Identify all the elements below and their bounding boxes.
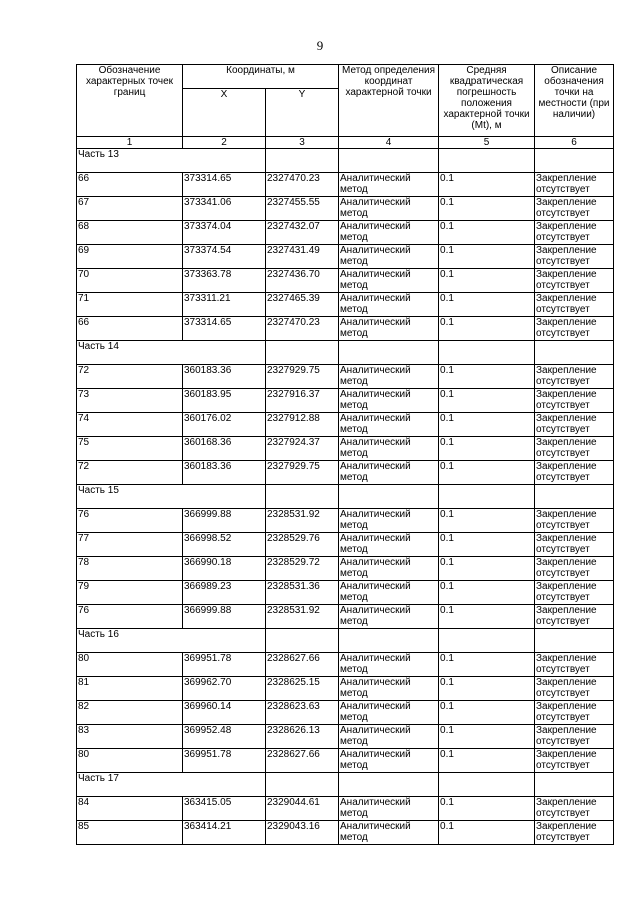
y-coordinate-cell: 2327470.23 bbox=[266, 317, 339, 341]
error-cell: 0.1 bbox=[439, 797, 535, 821]
point-id-cell: 80 bbox=[77, 653, 183, 677]
table-row bbox=[77, 269, 614, 293]
table-row bbox=[77, 413, 614, 437]
description-cell: Закрепление отсутствует bbox=[535, 293, 614, 317]
x-coordinate-cell: 369962.70 bbox=[183, 677, 266, 701]
error-cell: 0.1 bbox=[439, 509, 535, 533]
column-number: 1 bbox=[77, 137, 183, 149]
table-row bbox=[77, 749, 614, 773]
point-id-cell: 78 bbox=[77, 557, 183, 581]
section-header-row bbox=[77, 485, 614, 509]
method-cell: Аналитический метод bbox=[339, 701, 439, 725]
point-id-cell: 69 bbox=[77, 245, 183, 269]
y-coordinate-cell: 2327916.37 bbox=[266, 389, 339, 413]
x-coordinate-cell: 363415.05 bbox=[183, 797, 266, 821]
section-header-row bbox=[77, 629, 614, 653]
header-coordinates: Координаты, м bbox=[183, 65, 339, 89]
y-coordinate-cell: 2328529.72 bbox=[266, 557, 339, 581]
section-title: Часть 14 bbox=[77, 341, 266, 365]
x-coordinate-cell: 369951.78 bbox=[183, 653, 266, 677]
empty-cell bbox=[339, 341, 439, 365]
table-row bbox=[77, 533, 614, 557]
table-row bbox=[77, 461, 614, 485]
description-cell: Закрепление отсутствует bbox=[535, 533, 614, 557]
description-cell: Закрепление отсутствует bbox=[535, 413, 614, 437]
method-cell: Аналитический метод bbox=[339, 509, 439, 533]
method-cell: Аналитический метод bbox=[339, 365, 439, 389]
point-id-cell: 70 bbox=[77, 269, 183, 293]
method-cell: Аналитический метод bbox=[339, 221, 439, 245]
description-cell: Закрепление отсутствует bbox=[535, 821, 614, 845]
empty-cell bbox=[266, 629, 339, 653]
empty-cell bbox=[339, 485, 439, 509]
point-id-cell: 76 bbox=[77, 509, 183, 533]
method-cell: Аналитический метод bbox=[339, 461, 439, 485]
header-description: Описание обозначения точки на местности (при наличии) bbox=[535, 65, 614, 137]
empty-cell bbox=[266, 485, 339, 509]
point-id-cell: 84 bbox=[77, 797, 183, 821]
method-cell: Аналитический метод bbox=[339, 245, 439, 269]
empty-cell bbox=[439, 629, 535, 653]
table-row bbox=[77, 437, 614, 461]
x-coordinate-cell: 369951.78 bbox=[183, 749, 266, 773]
point-id-cell: 73 bbox=[77, 389, 183, 413]
error-cell: 0.1 bbox=[439, 557, 535, 581]
description-cell: Закрепление отсутствует bbox=[535, 749, 614, 773]
table-row bbox=[77, 677, 614, 701]
empty-cell bbox=[535, 341, 614, 365]
section-header-row bbox=[77, 149, 614, 173]
description-cell: Закрепление отсутствует bbox=[535, 269, 614, 293]
x-coordinate-cell: 373374.04 bbox=[183, 221, 266, 245]
y-coordinate-cell: 2327912.88 bbox=[266, 413, 339, 437]
x-coordinate-cell: 373314.65 bbox=[183, 173, 266, 197]
y-coordinate-cell: 2327470.23 bbox=[266, 173, 339, 197]
error-cell: 0.1 bbox=[439, 725, 535, 749]
empty-cell bbox=[339, 149, 439, 173]
section-header-row bbox=[77, 773, 614, 797]
error-cell: 0.1 bbox=[439, 653, 535, 677]
empty-cell bbox=[535, 149, 614, 173]
description-cell: Закрепление отсутствует bbox=[535, 317, 614, 341]
method-cell: Аналитический метод bbox=[339, 317, 439, 341]
section-title: Часть 16 bbox=[77, 629, 266, 653]
table-row bbox=[77, 605, 614, 629]
header-method: Метод определения координат характерной точки bbox=[339, 65, 439, 137]
y-coordinate-cell: 2328531.92 bbox=[266, 605, 339, 629]
point-id-cell: 66 bbox=[77, 317, 183, 341]
x-coordinate-cell: 369960.14 bbox=[183, 701, 266, 725]
method-cell: Аналитический метод bbox=[339, 653, 439, 677]
empty-cell bbox=[266, 149, 339, 173]
method-cell: Аналитический метод bbox=[339, 725, 439, 749]
y-coordinate-cell: 2328531.36 bbox=[266, 581, 339, 605]
x-coordinate-cell: 373341.06 bbox=[183, 197, 266, 221]
table-row bbox=[77, 221, 614, 245]
error-cell: 0.1 bbox=[439, 293, 535, 317]
description-cell: Закрепление отсутствует bbox=[535, 389, 614, 413]
empty-cell bbox=[339, 773, 439, 797]
empty-cell bbox=[439, 773, 535, 797]
error-cell: 0.1 bbox=[439, 389, 535, 413]
method-cell: Аналитический метод bbox=[339, 797, 439, 821]
x-coordinate-cell: 363414.21 bbox=[183, 821, 266, 845]
table-row bbox=[77, 557, 614, 581]
table-row bbox=[77, 797, 614, 821]
error-cell: 0.1 bbox=[439, 677, 535, 701]
point-id-cell: 83 bbox=[77, 725, 183, 749]
point-id-cell: 72 bbox=[77, 461, 183, 485]
point-id-cell: 68 bbox=[77, 221, 183, 245]
point-id-cell: 81 bbox=[77, 677, 183, 701]
error-cell: 0.1 bbox=[439, 197, 535, 221]
y-coordinate-cell: 2328626.13 bbox=[266, 725, 339, 749]
description-cell: Закрепление отсутствует bbox=[535, 557, 614, 581]
y-coordinate-cell: 2327431.49 bbox=[266, 245, 339, 269]
y-coordinate-cell: 2327436.70 bbox=[266, 269, 339, 293]
error-cell: 0.1 bbox=[439, 365, 535, 389]
header-mean-square-error: Средняя квадратическая погрешность положения характерной точки (Mt), м bbox=[439, 65, 535, 137]
point-id-cell: 80 bbox=[77, 749, 183, 773]
description-cell: Закрепление отсутствует bbox=[535, 677, 614, 701]
point-id-cell: 82 bbox=[77, 701, 183, 725]
error-cell: 0.1 bbox=[439, 413, 535, 437]
section-header-row bbox=[77, 341, 614, 365]
column-number: 5 bbox=[439, 137, 535, 149]
error-cell: 0.1 bbox=[439, 269, 535, 293]
error-cell: 0.1 bbox=[439, 221, 535, 245]
y-coordinate-cell: 2329043.16 bbox=[266, 821, 339, 845]
description-cell: Закрепление отсутствует bbox=[535, 701, 614, 725]
x-coordinate-cell: 373314.65 bbox=[183, 317, 266, 341]
y-coordinate-cell: 2328627.66 bbox=[266, 749, 339, 773]
table-row bbox=[77, 293, 614, 317]
method-cell: Аналитический метод bbox=[339, 581, 439, 605]
description-cell: Закрепление отсутствует bbox=[535, 653, 614, 677]
y-coordinate-cell: 2328531.92 bbox=[266, 509, 339, 533]
description-cell: Закрепление отсутствует bbox=[535, 797, 614, 821]
error-cell: 0.1 bbox=[439, 461, 535, 485]
coordinates-table bbox=[76, 64, 614, 845]
empty-cell bbox=[535, 629, 614, 653]
x-coordinate-cell: 366989.23 bbox=[183, 581, 266, 605]
section-title: Часть 17 bbox=[77, 773, 266, 797]
y-coordinate-cell: 2328625.15 bbox=[266, 677, 339, 701]
empty-cell bbox=[439, 341, 535, 365]
method-cell: Аналитический метод bbox=[339, 557, 439, 581]
table-row bbox=[77, 197, 614, 221]
point-id-cell: 67 bbox=[77, 197, 183, 221]
method-cell: Аналитический метод bbox=[339, 437, 439, 461]
table-row bbox=[77, 581, 614, 605]
table-row bbox=[77, 509, 614, 533]
empty-cell bbox=[339, 629, 439, 653]
column-number: 4 bbox=[339, 137, 439, 149]
method-cell: Аналитический метод bbox=[339, 173, 439, 197]
empty-cell bbox=[439, 149, 535, 173]
table-row bbox=[77, 365, 614, 389]
section-title: Часть 13 bbox=[77, 149, 266, 173]
error-cell: 0.1 bbox=[439, 749, 535, 773]
error-cell: 0.1 bbox=[439, 701, 535, 725]
method-cell: Аналитический метод bbox=[339, 269, 439, 293]
description-cell: Закрепление отсутствует bbox=[535, 509, 614, 533]
error-cell: 0.1 bbox=[439, 605, 535, 629]
error-cell: 0.1 bbox=[439, 533, 535, 557]
x-coordinate-cell: 373363.78 bbox=[183, 269, 266, 293]
table-header bbox=[77, 65, 614, 149]
table-row bbox=[77, 701, 614, 725]
empty-cell bbox=[439, 485, 535, 509]
error-cell: 0.1 bbox=[439, 437, 535, 461]
y-coordinate-cell: 2329044.61 bbox=[266, 797, 339, 821]
method-cell: Аналитический метод bbox=[339, 293, 439, 317]
error-cell: 0.1 bbox=[439, 173, 535, 197]
point-id-cell: 74 bbox=[77, 413, 183, 437]
x-coordinate-cell: 360183.36 bbox=[183, 365, 266, 389]
table-body bbox=[77, 149, 614, 845]
header-point-designation: Обозначение характерных точек границ bbox=[77, 65, 183, 137]
y-coordinate-cell: 2327455.55 bbox=[266, 197, 339, 221]
empty-cell bbox=[266, 773, 339, 797]
description-cell: Закрепление отсутствует bbox=[535, 245, 614, 269]
error-cell: 0.1 bbox=[439, 821, 535, 845]
description-cell: Закрепление отсутствует bbox=[535, 581, 614, 605]
x-coordinate-cell: 360183.95 bbox=[183, 389, 266, 413]
point-id-cell: 66 bbox=[77, 173, 183, 197]
table-row bbox=[77, 653, 614, 677]
y-coordinate-cell: 2327924.37 bbox=[266, 437, 339, 461]
description-cell: Закрепление отсутствует bbox=[535, 437, 614, 461]
x-coordinate-cell: 369952.48 bbox=[183, 725, 266, 749]
description-cell: Закрепление отсутствует bbox=[535, 197, 614, 221]
method-cell: Аналитический метод bbox=[339, 197, 439, 221]
table-row bbox=[77, 725, 614, 749]
x-coordinate-cell: 366990.18 bbox=[183, 557, 266, 581]
x-coordinate-cell: 373311.21 bbox=[183, 293, 266, 317]
empty-cell bbox=[535, 485, 614, 509]
table-row bbox=[77, 245, 614, 269]
y-coordinate-cell: 2328627.66 bbox=[266, 653, 339, 677]
point-id-cell: 75 bbox=[77, 437, 183, 461]
y-coordinate-cell: 2327432.07 bbox=[266, 221, 339, 245]
column-number-row bbox=[77, 137, 614, 149]
table-row bbox=[77, 317, 614, 341]
x-coordinate-cell: 360183.36 bbox=[183, 461, 266, 485]
method-cell: Аналитический метод bbox=[339, 749, 439, 773]
error-cell: 0.1 bbox=[439, 317, 535, 341]
point-id-cell: 77 bbox=[77, 533, 183, 557]
x-coordinate-cell: 366999.88 bbox=[183, 605, 266, 629]
x-coordinate-cell: 366998.52 bbox=[183, 533, 266, 557]
section-title: Часть 15 bbox=[77, 485, 266, 509]
description-cell: Закрепление отсутствует bbox=[535, 221, 614, 245]
y-coordinate-cell: 2327465.39 bbox=[266, 293, 339, 317]
table-row bbox=[77, 389, 614, 413]
x-coordinate-cell: 360168.36 bbox=[183, 437, 266, 461]
description-cell: Закрепление отсутствует bbox=[535, 173, 614, 197]
y-coordinate-cell: 2327929.75 bbox=[266, 365, 339, 389]
x-coordinate-cell: 360176.02 bbox=[183, 413, 266, 437]
method-cell: Аналитический метод bbox=[339, 605, 439, 629]
x-coordinate-cell: 373374.54 bbox=[183, 245, 266, 269]
table-row bbox=[77, 173, 614, 197]
table-row bbox=[77, 821, 614, 845]
empty-cell bbox=[535, 773, 614, 797]
point-id-cell: 79 bbox=[77, 581, 183, 605]
description-cell: Закрепление отсутствует bbox=[535, 725, 614, 749]
x-coordinate-cell: 366999.88 bbox=[183, 509, 266, 533]
method-cell: Аналитический метод bbox=[339, 677, 439, 701]
column-number: 6 bbox=[535, 137, 614, 149]
page-number: 9 bbox=[316, 38, 324, 53]
method-cell: Аналитический метод bbox=[339, 821, 439, 845]
y-coordinate-cell: 2328529.76 bbox=[266, 533, 339, 557]
y-coordinate-cell: 2327929.75 bbox=[266, 461, 339, 485]
description-cell: Закрепление отсутствует bbox=[535, 605, 614, 629]
error-cell: 0.1 bbox=[439, 245, 535, 269]
y-coordinate-cell: 2328623.63 bbox=[266, 701, 339, 725]
method-cell: Аналитический метод bbox=[339, 389, 439, 413]
header-x: X bbox=[183, 89, 266, 137]
column-number: 2 bbox=[183, 137, 266, 149]
column-number: 3 bbox=[266, 137, 339, 149]
method-cell: Аналитический метод bbox=[339, 413, 439, 437]
point-id-cell: 85 bbox=[77, 821, 183, 845]
description-cell: Закрепление отсутствует bbox=[535, 365, 614, 389]
empty-cell bbox=[266, 341, 339, 365]
method-cell: Аналитический метод bbox=[339, 533, 439, 557]
error-cell: 0.1 bbox=[439, 581, 535, 605]
description-cell: Закрепление отсутствует bbox=[535, 461, 614, 485]
point-id-cell: 71 bbox=[77, 293, 183, 317]
header-y: Y bbox=[266, 89, 339, 137]
point-id-cell: 72 bbox=[77, 365, 183, 389]
point-id-cell: 76 bbox=[77, 605, 183, 629]
